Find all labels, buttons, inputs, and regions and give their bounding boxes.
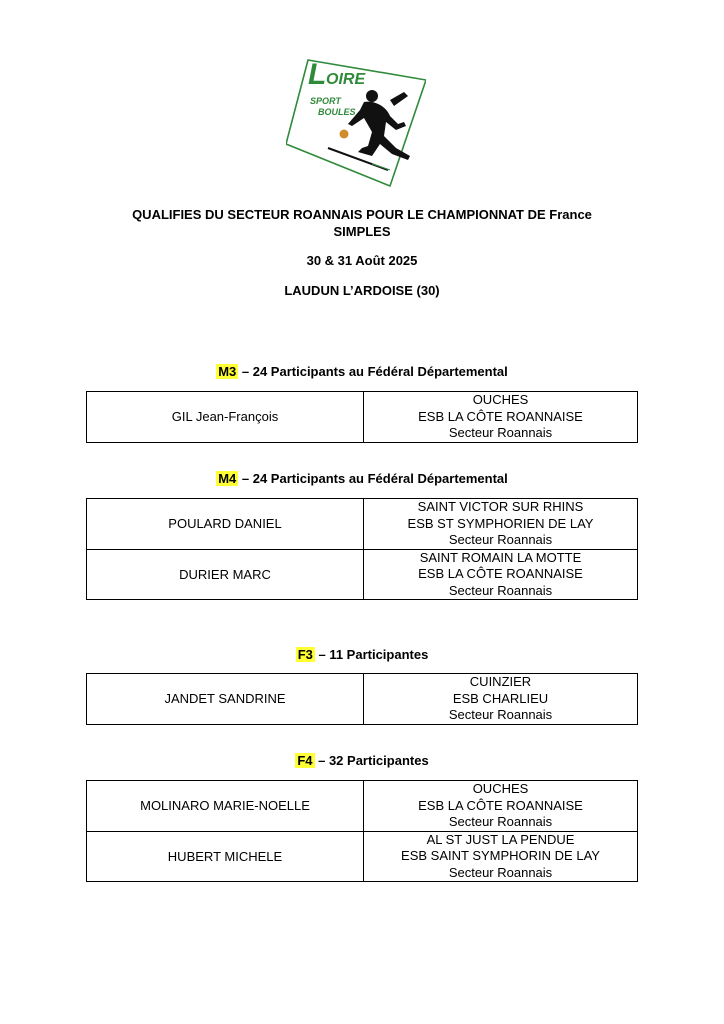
table-row <box>87 674 638 725</box>
title-line-2: SIMPLES <box>333 224 391 239</box>
club-name: ESB LA CÔTE ROANNAISE <box>418 566 583 581</box>
table-row <box>87 392 638 443</box>
player-name: MOLINARO MARIE-NOELLE <box>87 781 364 832</box>
club-sector: Secteur Roannais <box>448 864 553 880</box>
event-location: LAUDUN L’ARDOISE (30) <box>284 283 440 298</box>
section-title-m3 <box>0 364 724 379</box>
player-club <box>364 392 638 443</box>
qualifiers-table-f4 <box>86 780 638 882</box>
section-subtitle: – 24 Participants au Fédéral Départemental <box>238 364 508 379</box>
logo-word-boules: BOULES <box>318 107 356 117</box>
club-sector: Secteur Roannais <box>448 425 553 440</box>
club-town: CUINZIER <box>469 674 532 689</box>
club-town: SAINT VICTOR SUR RHINS <box>417 499 584 514</box>
logo-word-loire: OIRE <box>326 71 366 88</box>
loire-sport-boules-logo <box>286 52 426 188</box>
category-code-highlight: F3 <box>297 647 313 662</box>
section-title-f4 <box>0 753 724 768</box>
qualifiers-table-m4 <box>86 498 638 600</box>
player-club <box>364 674 638 725</box>
event-dates: 30 & 31 Août 2025 <box>306 253 418 268</box>
section-subtitle: – 32 Participantes <box>314 753 429 768</box>
category-code-highlight: M3 <box>218 364 237 379</box>
title-line-1: QUALIFIES DU SECTEUR ROANNAIS POUR LE CHAMPIONNAT DE France <box>132 207 592 222</box>
player-name: JANDET SANDRINE <box>87 674 364 725</box>
logo-letter-l: L <box>308 58 327 91</box>
player-club <box>364 781 638 832</box>
club-name: ESB CHARLIEU <box>452 690 549 706</box>
section-title-f3 <box>0 647 724 662</box>
table-row <box>87 831 638 882</box>
logo-graphic <box>286 52 426 188</box>
ball-icon <box>340 130 349 139</box>
logo-word-sport: SPORT <box>310 96 341 106</box>
document-title <box>0 206 724 240</box>
club-sector: Secteur Roannais <box>448 707 553 722</box>
club-town: OUCHES <box>472 781 529 796</box>
club-sector: Secteur Roannais <box>448 814 553 829</box>
club-sector: Secteur Roannais <box>448 532 553 547</box>
club-town: OUCHES <box>472 392 529 407</box>
table-row <box>87 549 638 600</box>
player-name: HUBERT MICHELE <box>87 831 364 882</box>
qualifiers-table-f3 <box>86 673 638 725</box>
player-club <box>364 549 638 600</box>
player-club <box>364 499 638 550</box>
club-name: ESB ST SYMPHORIEN DE LAY <box>407 515 594 531</box>
club-name: ESB SAINT SYMPHORIN DE LAY <box>401 848 600 863</box>
section-title-m4 <box>0 471 724 486</box>
table-row <box>87 781 638 832</box>
club-town: SAINT ROMAIN LA MOTTE <box>419 549 582 565</box>
club-name: ESB LA CÔTE ROANNAISE <box>418 408 583 424</box>
category-code-highlight: F4 <box>297 753 313 768</box>
player-club <box>364 831 638 882</box>
player-name: POULARD DANIEL <box>87 499 364 550</box>
table-row <box>87 499 638 550</box>
section-subtitle: – 24 Participants au Fédéral Départemental <box>238 471 508 486</box>
player-name: GIL Jean-François <box>87 392 364 443</box>
club-town: AL ST JUST LA PENDUE <box>426 831 575 847</box>
qualifiers-table-m3 <box>86 391 638 443</box>
club-name: ESB LA CÔTE ROANNAISE <box>418 797 583 813</box>
club-sector: Secteur Roannais <box>448 582 553 598</box>
section-subtitle: – 11 Participantes <box>314 647 429 662</box>
category-code-highlight: M4 <box>218 471 237 486</box>
player-name: DURIER MARC <box>87 549 364 600</box>
